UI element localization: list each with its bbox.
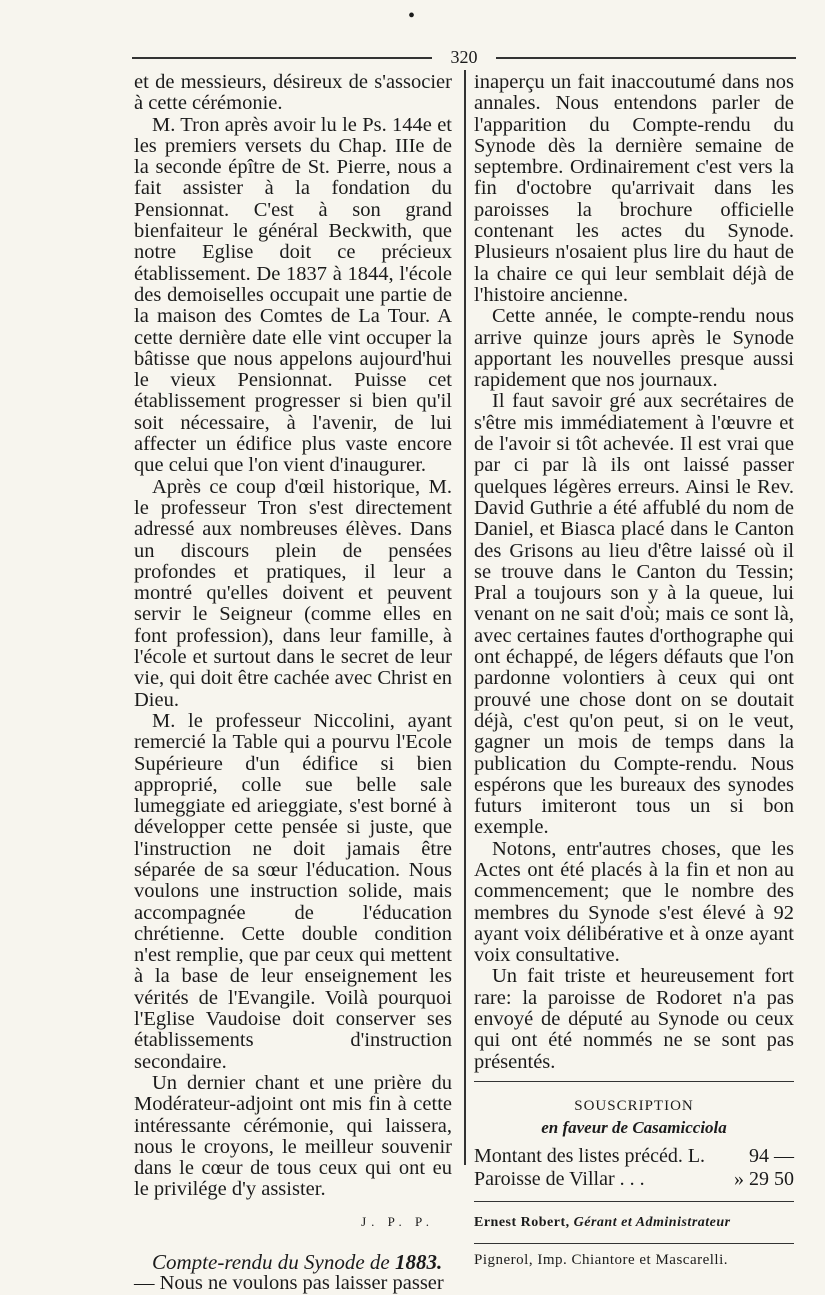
paragraph: Il faut savoir gré aux secrétaires de s'être mis immédiatement à l'œuvre et de l'avoir si tôt achevée. Il est vrai que par ci par là ils ont laissé passer quelques légères erreurs. Ainsi le Rev. David Guthrie a été affublé du nom de Daniel, et Biasca placé dans le Canton des Grisons au lieu d'être laissé où il se trouve dans le Canton du Tessin; Pral a toujours son y à la queue, lui venant on ne sait d'où; mais ce sont là, avec certaines fautes d'orthographe qui ont échappé, de légers défauts que l'on pardonne volontiers à ceux qui ont prouvé une chose dont on se doutait déjà, c'est qu'on peut, si on le veut, gagner un mois de temps dans la publication du Compte-rendu. Nous espérons que les bureaux des synodes futurs imiteront tous un si bon exemple. <box>474 390 794 839</box>
subscription-subtitle: en faveur de Casamicciola <box>541 1118 727 1138</box>
header-rule-left <box>132 57 432 59</box>
section-rule <box>474 1081 794 1082</box>
column-divider <box>464 70 466 1165</box>
footer-rule-top <box>474 1201 794 1202</box>
paragraph: Un dernier chant et une prière du Modérateur-adjoint ont mis fin à cette intéressante cérémonie, qui laissera, nous le croyons, le meilleur souvenir dans le cœur de tous ceux qui ont eu le privilége d'y assister. <box>134 1071 452 1201</box>
footer-editor <box>474 1212 794 1233</box>
page-header <box>132 48 796 66</box>
left-column <box>134 72 452 1295</box>
row-label: Paroisse de Villar . . . <box>474 1167 645 1190</box>
signature: J. P. P. <box>361 1213 434 1229</box>
article-start: — Nous ne voulons pas laisser passer <box>134 1272 444 1295</box>
right-column <box>474 72 794 1271</box>
row-label: Montant des listes précéd. L. <box>474 1144 706 1167</box>
paragraph: Un fait triste et heureusement fort rare: la paroisse de Rodoret n'a pas envoyé de député au Synode ou ceux qui ont été nommés ne se sont pas présentés. <box>474 965 794 1073</box>
ink-dot: • <box>408 5 416 27</box>
paragraph: et de messieurs, désireux de s'associer à cette cérémonie. <box>134 71 452 115</box>
row-amount: » 29 50 <box>734 1167 794 1190</box>
article-title-text: Compte-rendu du Synode de <box>152 1250 390 1275</box>
editor-role: Gérant et Administrateur <box>573 1214 731 1230</box>
footer-printer: Pignerol, Imp. Chiantore et Mascarelli. <box>474 1251 729 1268</box>
article-year: 1883. <box>395 1250 443 1275</box>
paragraph: M. le professeur Niccolini, ayant remercié la Table qui a pourvu l'Ecole Supérieure d'un édifice si bien approprié, colle sue belle sale lumeggiate ed arieggiate, s'est borné à développer cette pensée si juste, que l'instruction ne doit jamais être séparée de sa sœur l'éducation. Nous voulons une instruction solide, mais accompagnée de l'éducation chrétienne. Cette double condition n'est remplie, que par ceux qui mettent à la base de leur enseignement les vérités de l'Evangile. Voilà pourquoi l'Eglise Vaudoise doit conserver ses établissements d'instruction secondaire. <box>134 709 452 1073</box>
header-rule-right <box>496 57 796 59</box>
subscription-title: SOUSCRIPTION <box>574 1097 694 1114</box>
paragraph: M. Tron après avoir lu le Ps. 144e et les premiers versets du Chap. IIIe de la seconde épître de St. Pierre, nous a fait assister à la fondation du Pensionnat. C'est à son grand bienfaiteur le général Beckwith, que notre Eglise doit ce précieux établissement. De 1837 à 1844, l'école des demoiselles occupait une partie de la maison des Comtes de La Tour. A cette dernière date elle vint occuper la bâtisse que nous appelons aujourd'hui le vieux Pensionnat. Puisse cet établissement progresser si bien qu'il soit nécessaire, à l'avenir, de lui affecter un édifice plus vaste encore que celui que l'on vient d'inaugurer. <box>134 113 452 477</box>
subscription-row <box>474 1168 794 1191</box>
paragraph: Cette année, le compte-rendu nous arrive quinze jours après le Synode apportant les nouvelles presque aussi rapidement que nos journaux. <box>474 305 794 392</box>
paragraph: Notons, entr'autres choses, que les Actes ont été placés à la fin et non au commencement; que le nombre des membres du Synode s'est élevé à 92 ayant voix délibérative et à onze ayant voix consultative. <box>474 837 794 967</box>
article-title <box>134 1252 452 1273</box>
editor-name: Ernest Robert, <box>474 1214 570 1230</box>
paragraph: Après ce coup d'œil historique, M. le professeur Tron s'est directement adressé aux nombreuses élèves. Dans un discours plein de pensées profondes et pratiques, il leur a montré qu'elles doivent et peuvent servir le Seigneur (comme elles en font profession), dans leur famille, à l'école et surtout dans le secret de leur vie, qui doit être cachée avec Christ en Dieu. <box>134 475 452 711</box>
paragraph: inaperçu un fait inaccoutumé dans nos annales. Nous entendons parler de l'apparition du Compte-rendu du Synode dès la dernière semaine de septembre. Ordinairement c'est vers la fin d'octobre qu'arrivait dans les paroisses la brochure officielle contenant les actes du Synode. Plusieurs n'osaient plus lire du haut de la chaire ce qui leur semblait déjà de l'histoire ancienne. <box>474 71 794 306</box>
page-number: 320 <box>450 47 478 67</box>
subscription-row <box>474 1145 794 1168</box>
row-amount: 94 — <box>749 1144 794 1167</box>
